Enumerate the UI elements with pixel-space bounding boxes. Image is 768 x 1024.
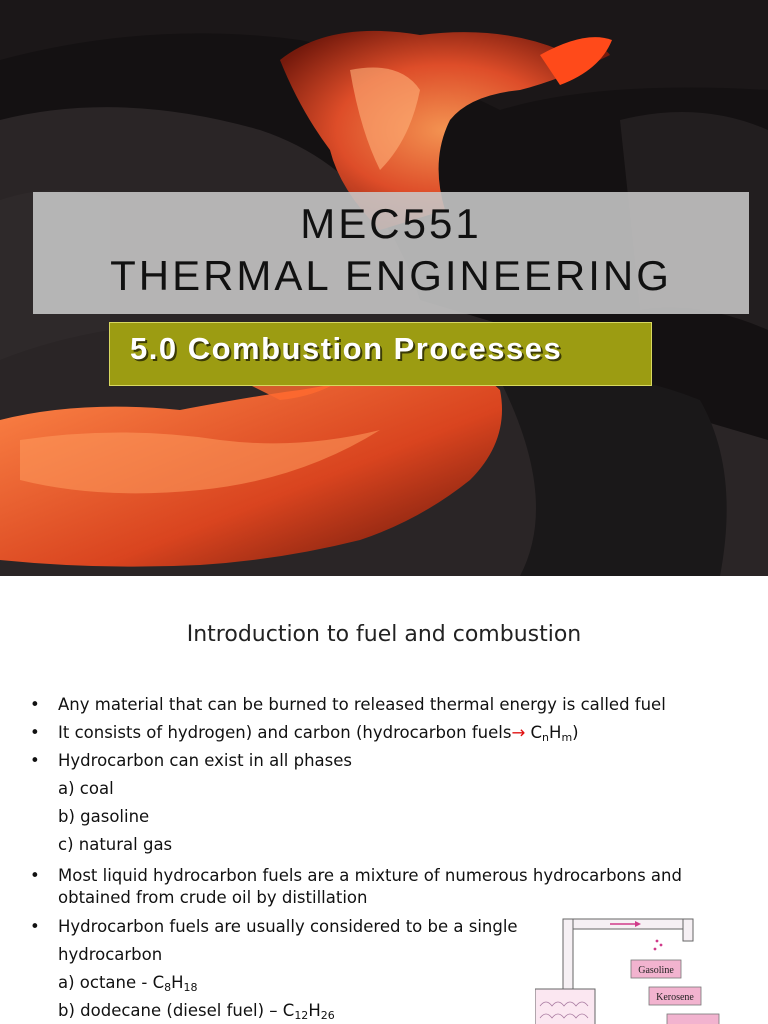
octane-sub-c: 8: [164, 981, 172, 994]
chapter-title: 5.0 Combustion Processes: [130, 331, 563, 366]
bullet-icon: •: [30, 723, 40, 742]
bullet-icon: •: [30, 695, 40, 714]
gasoline-label: Gasoline: [638, 965, 674, 976]
bullet-item: [30, 747, 730, 775]
red-arrow-icon: →: [511, 723, 526, 742]
octane-sub-h: 18: [183, 981, 198, 994]
content-slide: [0, 576, 768, 1024]
formula-c: C: [530, 723, 543, 742]
formula-sub-n: n: [542, 731, 550, 744]
course-code: MEC551: [300, 200, 482, 247]
bullet-text: Hydrocarbon fuels are usually considered to be a single: [58, 917, 518, 936]
bullet-text: Any material that can be burned to released thermal energy is called fuel: [58, 695, 666, 714]
bullet-text: Most liquid hydrocarbon fuels are a mixture of numerous hydrocarbons and obtained from crude oil by distillation: [58, 866, 682, 907]
sub-item: a) coal: [58, 779, 114, 798]
formula-close: ): [572, 723, 579, 742]
bullet-text: Hydrocarbon can exist in all phases: [58, 751, 353, 770]
dodecane-h: H: [308, 1001, 321, 1020]
distillation-diagram: [535, 911, 735, 1024]
sub-item: b) gasoline: [58, 807, 150, 826]
bullet-icon: •: [30, 917, 40, 936]
formula-sub-m: m: [561, 731, 573, 744]
bullet-icon: •: [30, 866, 40, 885]
bullet-item: [30, 865, 730, 909]
dodecane-sub-h: 26: [320, 1009, 335, 1022]
slide-title: Introduction to fuel and combustion: [186, 622, 582, 647]
subtitle-box: [109, 322, 652, 386]
course-title: THERMAL ENGINEERING: [110, 252, 672, 299]
bullet-item: [30, 691, 730, 719]
formula-h: H: [549, 723, 562, 742]
next-fraction-box: [667, 1014, 719, 1024]
octane-text: a) octane - C: [58, 973, 165, 992]
bullet-continuation: hydrocarbon: [58, 945, 163, 964]
bullet-icon: •: [30, 751, 40, 770]
dodecane-sub-c: 12: [294, 1009, 309, 1022]
bullet-item: [30, 719, 730, 747]
octane-h: H: [171, 973, 184, 992]
bullet-text: It consists of hydrogen) and carbon (hydrocarbon fuels: [58, 723, 512, 742]
title-box: [33, 192, 749, 314]
kerosene-label: Kerosene: [656, 992, 694, 1003]
sub-item: c) natural gas: [58, 835, 173, 854]
dodecane-text: b) dodecane (diesel fuel) – C: [58, 1001, 295, 1020]
